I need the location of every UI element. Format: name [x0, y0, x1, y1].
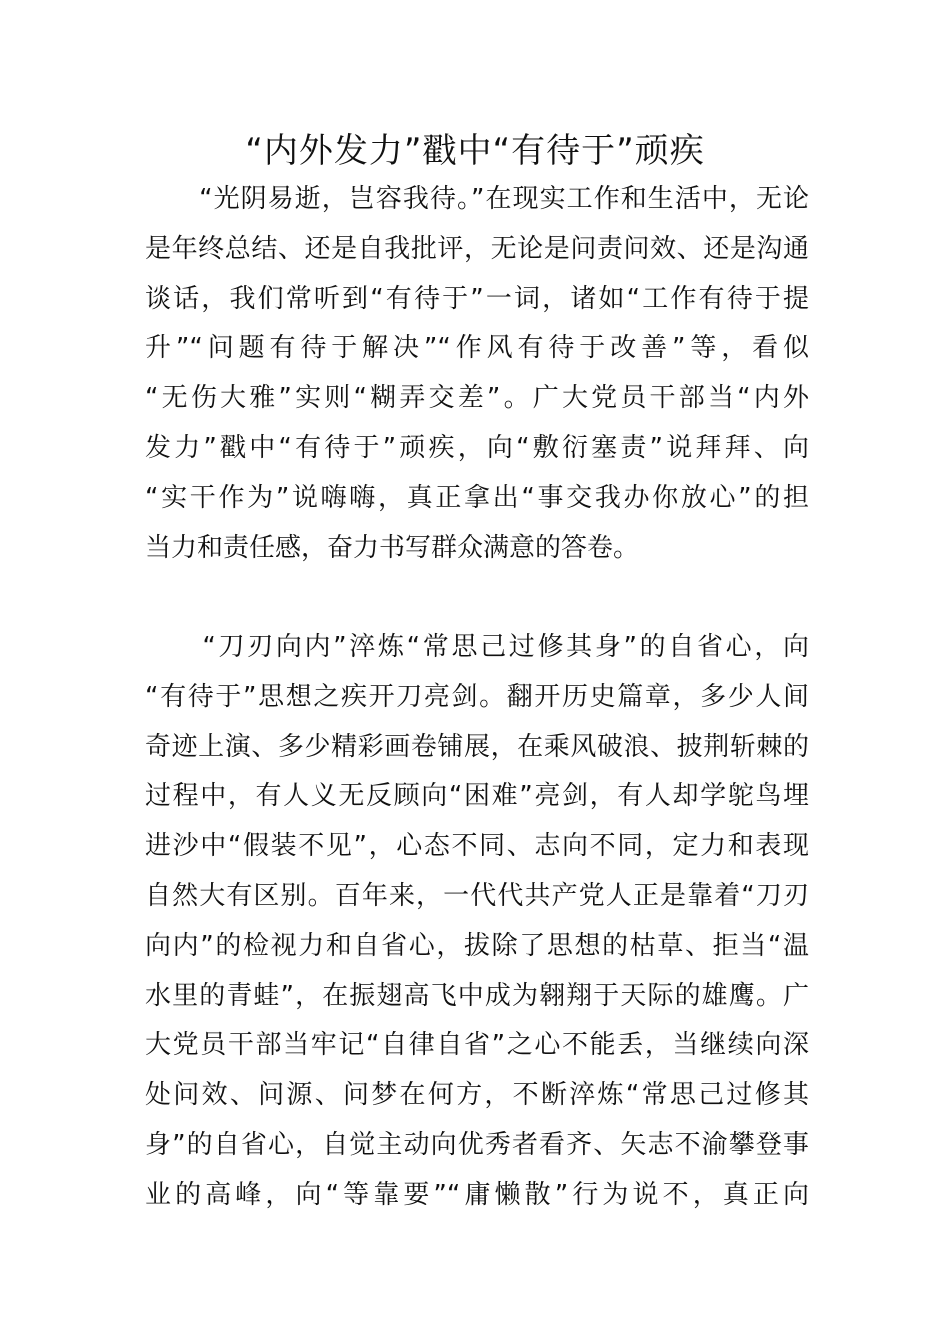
text-line: 发力”戳中“有待于”顽疾，向“敷衍塞责”说拜拜、向 [145, 432, 809, 463]
text-line: “刀刃向内”淬炼“常思己过修其身”的自省心，向 [145, 632, 809, 662]
text-line: 向内”的检视力和自省心，拔除了思想的枯草、拒当“温 [145, 930, 809, 961]
text-line: 是年终总结、还是自我批评，无论是问责问效、还是沟通 [145, 233, 809, 264]
text-line: 处问效、问源、问梦在何方，不断淬炼“常思己过修其 [145, 1080, 809, 1111]
text-line: 过程中，有人义无反顾向“困难”亮剑，有人却学鸵鸟埋 [145, 781, 809, 812]
text-line: 进沙中“假装不见”，心态不同、志向不同，定力和表现 [145, 831, 809, 862]
text-line: 自然大有区别。百年来，一代代共产党人正是靠着“刀刃 [145, 880, 809, 911]
text-line: “有待于”思想之疾开刀亮剑。翻开历史篇章，多少人间 [145, 681, 809, 712]
text-line: “光阴易逝，岂容我待。”在现实工作和生活中，无论 [145, 184, 809, 214]
text-line: 业的高峰，向“等靠要”“庸懒散”行为说不，真正向 [145, 1179, 809, 1210]
text-line: “无伤大雅”实则“糊弄交差”。广大党员干部当“内外 [145, 383, 809, 414]
text-line: 谈话，我们常听到“有待于”一词，诸如“工作有待于提 [145, 283, 809, 314]
paragraph-1 [145, 175, 809, 573]
text-line: 身”的自省心，自觉主动向优秀者看齐、矢志不渝攀登事 [145, 1129, 809, 1160]
text-line: “实干作为”说嗨嗨，真正拿出“事交我办你放心”的担 [145, 482, 809, 513]
text-line: 大党员干部当牢记“自律自省”之心不能丢，当继续向深 [145, 1030, 809, 1061]
text-line: 奇迹上演、多少精彩画卷铺展，在乘风破浪、披荆斩棘的 [145, 731, 809, 762]
document-title: “内外发力”戳中“有待于”顽疾 [245, 131, 705, 171]
paragraph-2 [145, 623, 809, 1221]
text-line: 升”“问题有待于解决”“作风有待于改善”等，看似 [145, 333, 809, 364]
text-line: 当力和责任感，奋力书写群众满意的答卷。 [145, 532, 640, 563]
text-line: 水里的青蛙”，在振翅高飞中成为翱翔于天际的雄鹰。广 [145, 980, 809, 1011]
